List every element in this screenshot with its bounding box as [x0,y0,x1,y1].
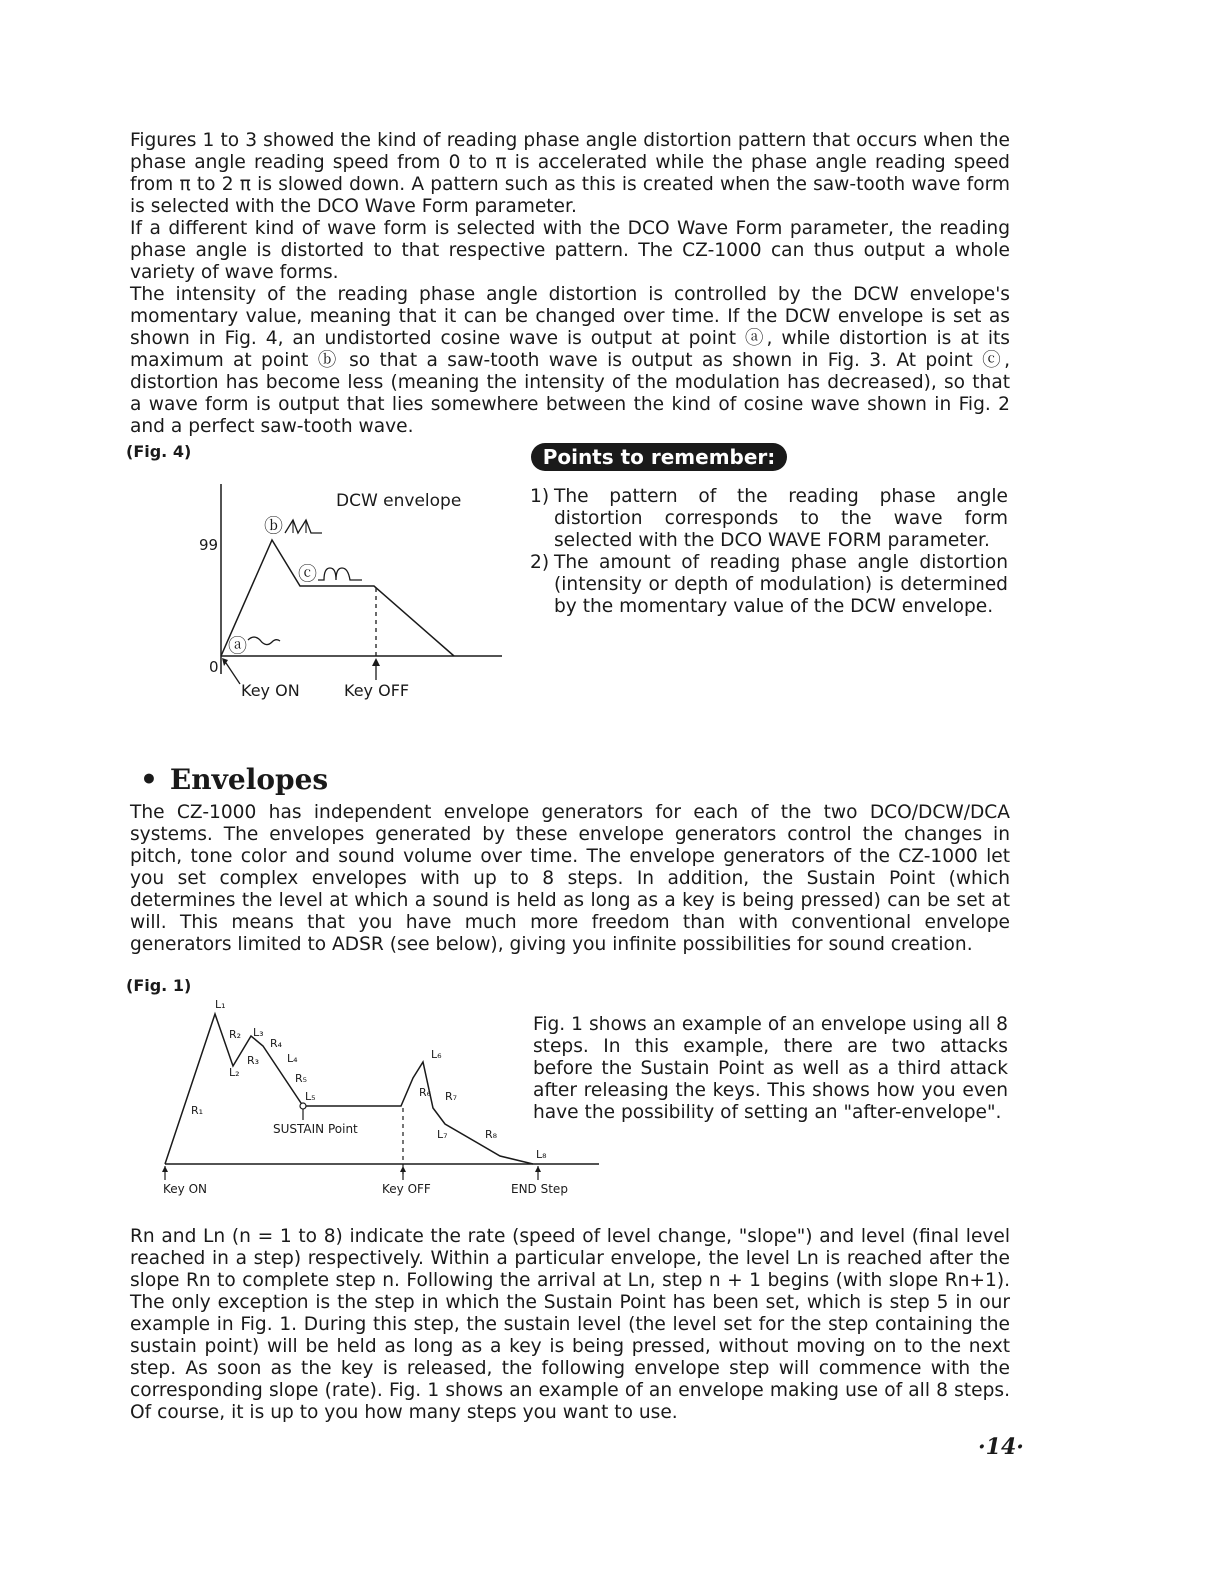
fig4-key-on-label: Key ON [241,681,300,700]
fig1-R7: R₇ [445,1090,458,1103]
fig1-L8: L₈ [536,1148,547,1161]
fig1-label: (Fig. 1) [126,976,192,995]
fig4-label: (Fig. 4) [126,442,192,461]
fig1-L3: L₃ [253,1026,264,1039]
fig1-R3: R₃ [247,1054,260,1067]
point-item [530,486,1008,552]
fig1-R6: R₆ [419,1086,432,1099]
fig4-point-a: ⓐ [228,635,248,657]
points-list [530,486,1008,618]
heading-bullet: • [140,763,158,796]
fig1-key-off-arrowhead [400,1166,406,1172]
intro-paragraph-1: Figures 1 to 3 showed the kind of reading phase angle distortion pattern that occurs when the phase angle reading speed from 0 to π is accelerated while the phase angle reading speed from π to 2 π is slowed down. A pattern such as this is created when the saw-tooth wave form is selected with the DCO Wave Form parameter. [130,130,1010,217]
fig4-title: DCW envelope [336,491,462,511]
fig1-L6: L₆ [431,1048,442,1061]
fig1-L7: L₇ [437,1128,448,1141]
fig1-key-on-arrowhead [162,1166,168,1172]
point-number: 2) [530,552,550,573]
fig1-key-off-label: Key OFF [382,1182,431,1196]
fig4-y-max: 99 [199,536,219,554]
intro-text [130,130,1010,438]
fig4-cosine-icon [248,637,280,645]
point-number: 1) [530,486,550,507]
fig4-key-off-arrowhead [372,658,380,666]
fig1-envelope-line [165,1014,533,1164]
fig4-mixed-wave-icon [318,568,362,580]
envelopes-heading [140,762,328,798]
envelopes-paragraph: The CZ-1000 has independent envelope generators for each of the two DCO/DCW/DCA systems. The envelopes generated by these envelope generators control the changes in pitch, tone color and sound volume over time. The envelope generators of the CZ-1000 let you set complex envelopes with up to 8 steps. In addition, the Sustain Point (which determines the level at which a sound is held as long as a key is being pressed) can be set at will. This means that you have much more freedom than with conventional envelope generators limited to ADSR (see below), giving you infinite possibilities for sound creation. [130,802,1010,955]
fig1-end-step-arrowhead [535,1166,541,1172]
fig1-R2: R₂ [229,1028,242,1041]
fig4-sawtooth-icon [285,520,322,533]
point-item [530,552,1008,618]
fig1-caption: Fig. 1 shows an example of an envelope using all 8 steps. In this example, there are two attacks before the Sustain Point as well as a third attack after releasing the keys. This shows how you even have the possibility of setting an "after-envelope". [533,1014,1008,1123]
fig1-L2: L₂ [229,1066,240,1079]
fig4-diagram [190,478,510,708]
fig4-key-on-arrow [224,660,240,684]
fig1-sustain-label: SUSTAIN Point [273,1122,358,1136]
fig1-L5: L₅ [305,1090,316,1103]
fig4-point-c: ⓒ [298,563,318,585]
envelopes-text [130,802,1010,956]
rn-ln-text [130,1226,1010,1424]
fig1-end-step-label: END Step [511,1182,568,1196]
fig1-R1: R₁ [191,1104,204,1117]
fig4-point-b: ⓑ [264,515,284,537]
fig1-key-on-label: Key ON [163,1182,207,1196]
fig1-R8: R₈ [485,1128,498,1141]
envelopes-heading-text: Envelopes [169,763,329,796]
fig1-sustain-marker [300,1103,306,1109]
fig1-L4: L₄ [287,1052,298,1065]
fig1-R5: R₅ [295,1072,308,1085]
fig4-key-off-label: Key OFF [344,681,410,700]
fig4-y-min: 0 [209,658,219,676]
fig4-envelope-line [221,540,454,656]
point-text: The pattern of the reading phase angle distortion corresponds to the wave form selected with the DCO WAVE FORM parameter. [554,486,1008,551]
intro-paragraph-2: If a different kind of wave form is selected with the DCO Wave Form parameter, the reading phase angle is distorted to that respective pattern. The CZ-1000 can thus output a whole variety of wave forms. [130,218,1010,283]
intro-paragraph-3: The intensity of the reading phase angle distortion is controlled by the DCW envelope's momentary value, meaning that it can be changed over time. If the DCW envelope is set as shown in Fig. 4, an undistorted cosine wave is output at point ⓐ, while distortion is at its maximum at point ⓑ so that a saw-tooth wave is output as shown in Fig. 3. At point ⓒ, distortion has become less (meaning the intensity of the modulation has decreased), so that a wave form is output that lies somewhere between the kind of cosine wave shown in Fig. 2 and a perfect saw-tooth wave. [130,284,1010,437]
point-text: The amount of reading phase angle distortion (intensity or depth of modulation) is determined by the momentary value of the DCW envelope. [554,552,1008,617]
fig1-R4: R₄ [270,1037,283,1050]
rn-ln-paragraph: Rn and Ln (n = 1 to 8) indicate the rate (speed of level change, "slope") and level (final level reached in a step) respectively. Within a particular envelope, the level Ln is reached after the slope Rn to complete step n. Following the arrival at Ln, step n + 1 begins (with slope Rn+1). The only exception is the step in which the Sustain Point has been set, which is step 5 in our example in Fig. 1. During this step, the sustain level (the level set for the step containing the sustain point) will be held as long as a key is being pressed, without moving on to the next step. As soon as the key is released, the following envelope step will commence with the corresponding slope (rate). Fig. 1 shows an example of an envelope making use of all 8 steps. Of course, it is up to you how many steps you want to use. [130,1226,1010,1423]
fig1-L1: L₁ [215,998,226,1011]
page-number: ·14· [978,1434,1024,1460]
points-to-remember-badge: Points to remember: [531,443,787,471]
